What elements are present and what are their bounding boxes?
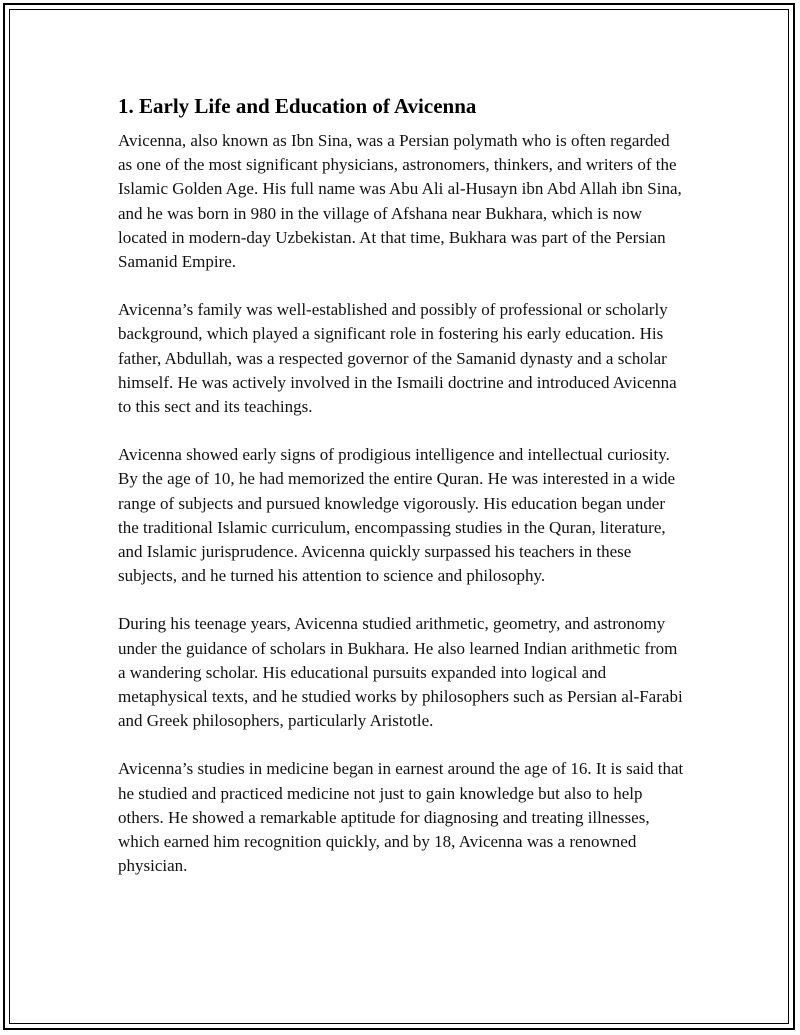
paragraph-4: During his teenage years, Avicenna studied arithmetic, geometry, and astronomy under the guidance of scholars in Bukhara. He also learned Indian arithmetic from a wandering scholar. His educational pursuits expanded into logical and metaphysical texts, and he studied works by philosophers such as Persian al-Farabi and Greek philosophers, particularly Aristotle. [118,614,683,731]
section-heading: 1. Early Life and Education of Avicenna [118,94,477,118]
paragraph-1: Avicenna, also known as Ibn Sina, was a Persian polymath who is often regarded as one of the most significant physicians, astronomers, thinkers, and writers of the Islamic Golden Age. His full name was Abu Ali al-Husayn ibn Abd Allah ibn Sina, and he was born in 980 in the village of Afshana near Bukhara, which is now located in modern-day Uzbekistan. At that time, Bukhara was part of the Persian Samanid Empire. [118,131,682,272]
paragraph-2: Avicenna’s family was well-established and possibly of professional or scholarly background, which played a significant role in fostering his early education. His father, Abdullah, was a respected governor of the Samanid dynasty and a scholar himself. He was actively involved in the Ismaili doctrine and introduced Avicenna to this sect and its teachings. [118,300,677,417]
paragraph-3: Avicenna showed early signs of prodigious intelligence and intellectual curiosity. By the age of 10, he had memorized the entire Quran. He was interested in a wide range of subjects and pursued knowledge vigorously. His education began under the traditional Islamic curriculum, encompassing studies in the Quran, literature, and Islamic jurisprudence. Avicenna quickly surpassed his teachers in these subjects, and he turned his attention to science and philosophy. [118,445,676,586]
document-body [118,92,686,902]
paragraph-5: Avicenna’s studies in medicine began in earnest around the age of 16. It is said that he studied and practiced medicine not just to gain knowledge but also to help others. He showed a remarkable aptitude for diagnosing and treating illnesses, which earned him recognition quickly, and by 18, Avicenna was a renowned physician. [118,759,684,876]
